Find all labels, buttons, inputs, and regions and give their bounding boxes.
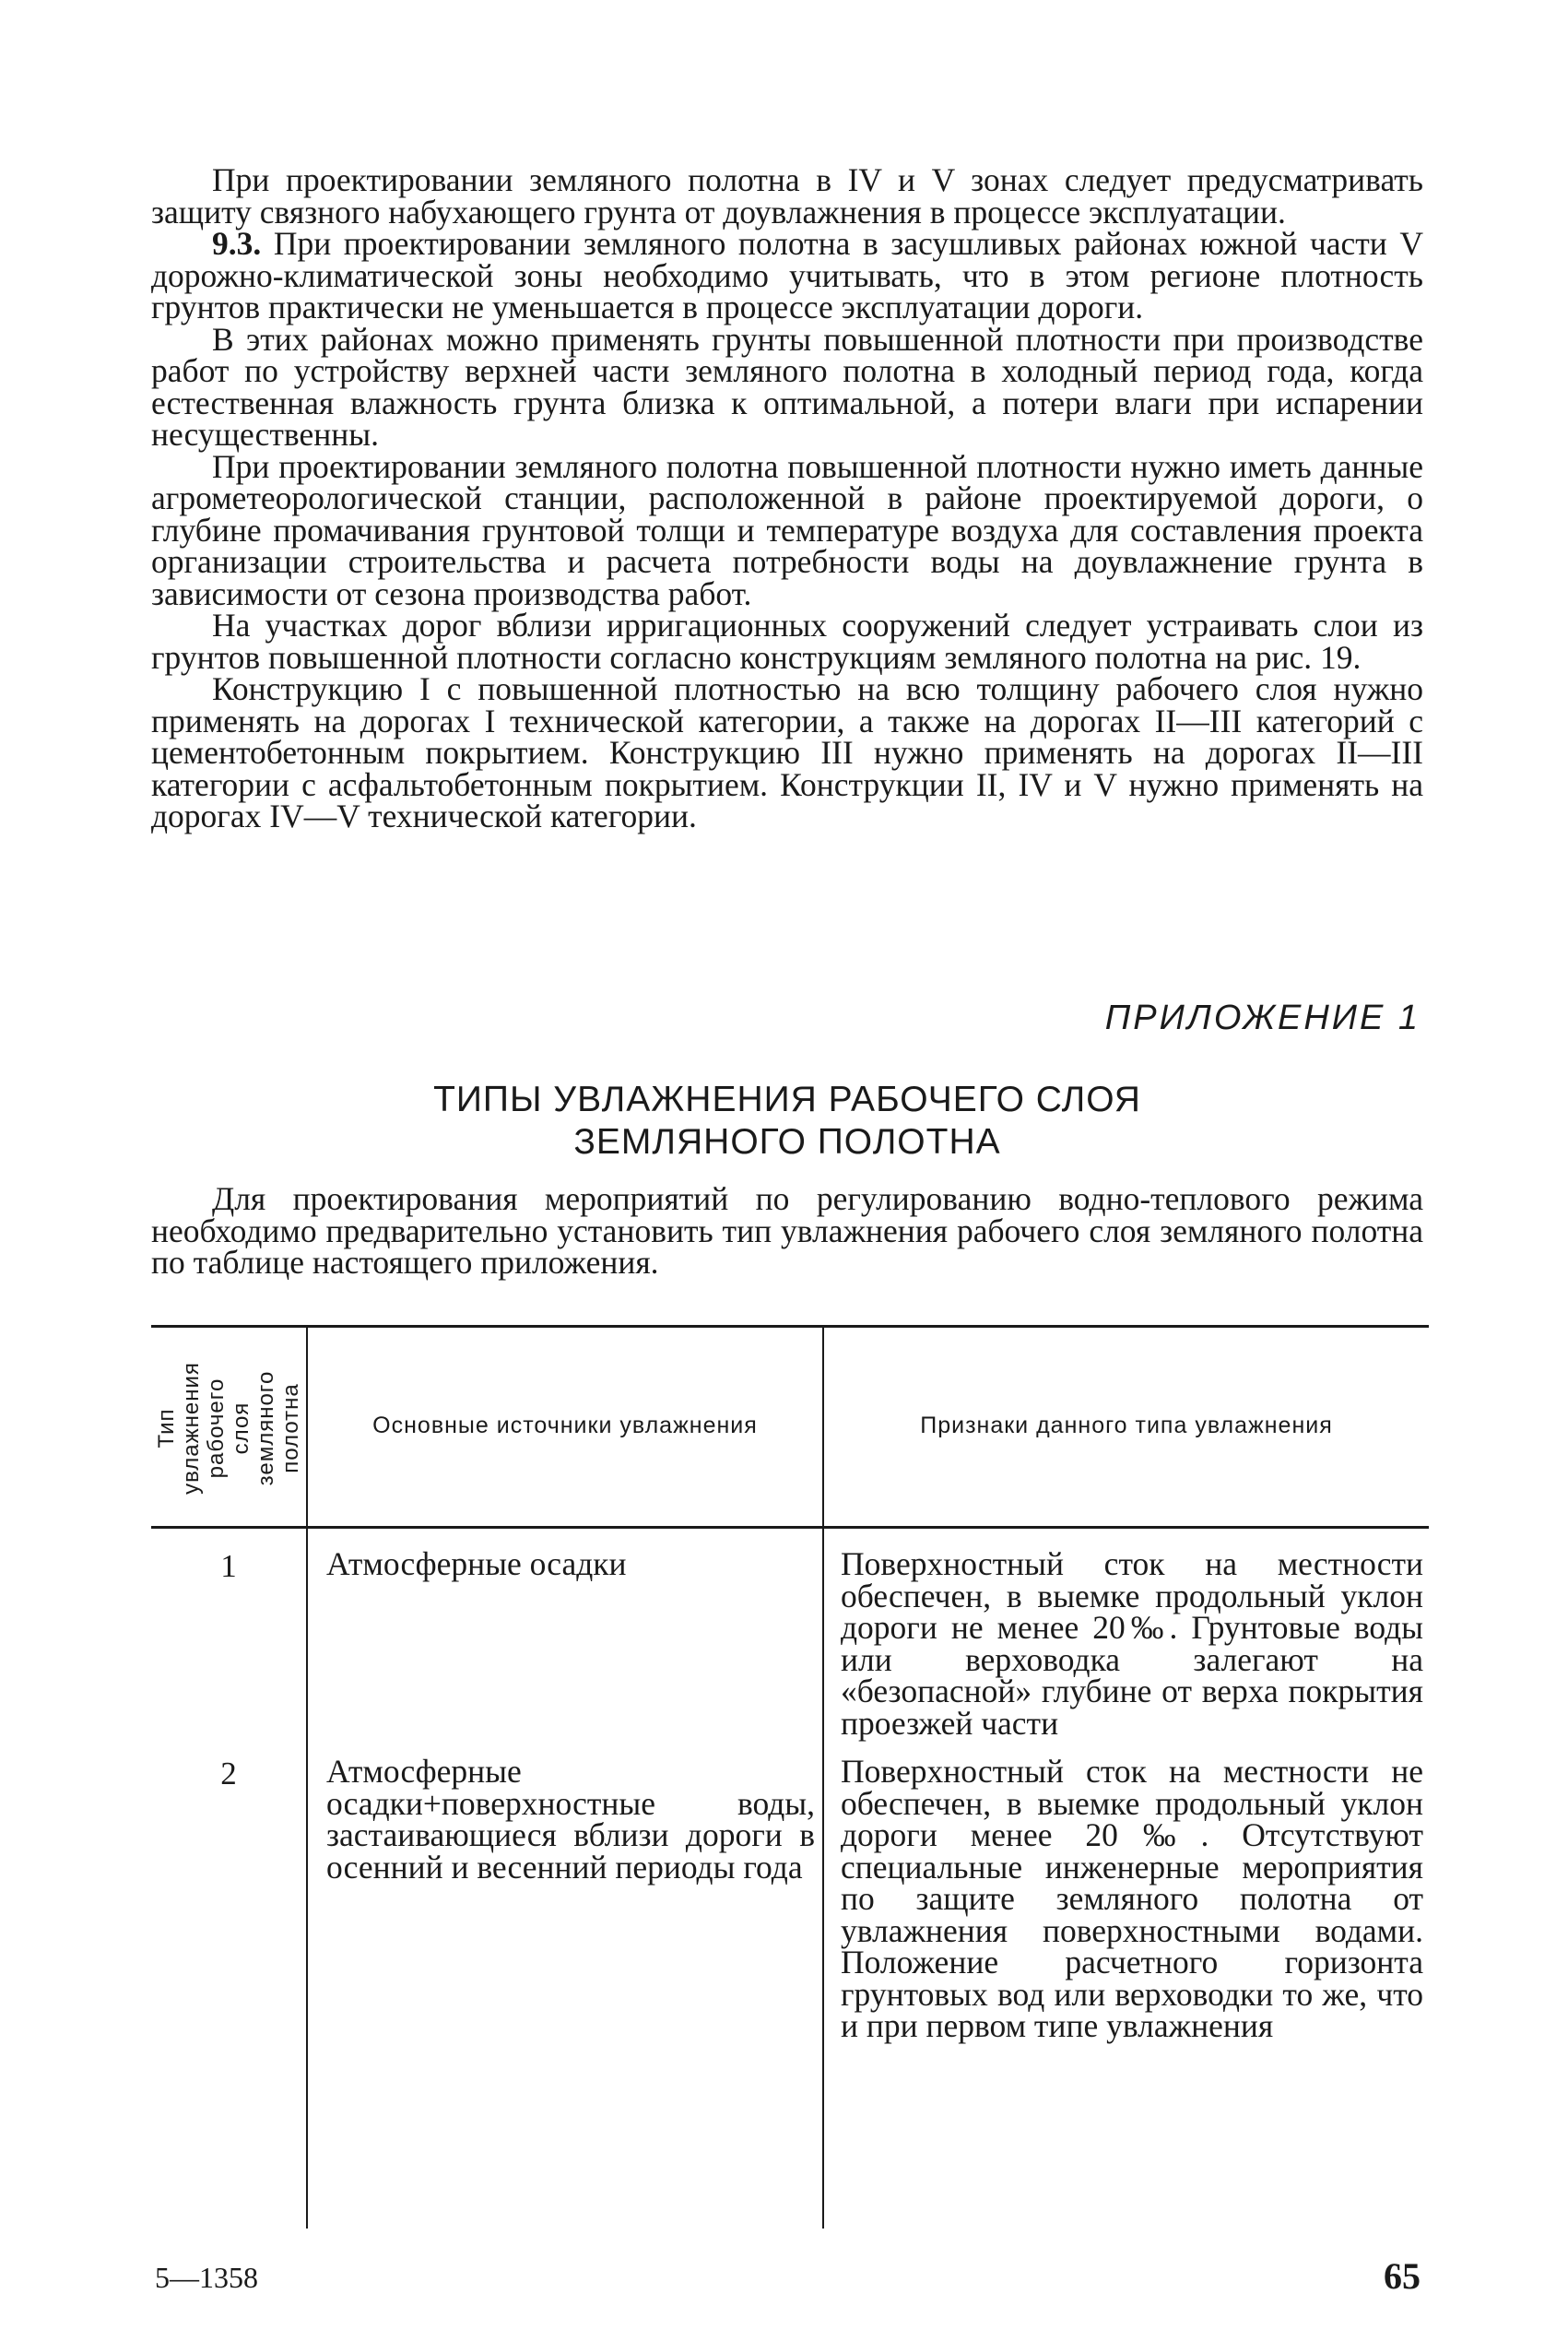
paragraph: При проектировании земляного полотна в IV и V зонах следует предусматривать защиту связного набухающего грунта от доувлажнения в процессе эксплуатации. — [151, 161, 1423, 231]
table-row-1-signs: Поверхностный сток на местности обеспечен, в выемке продольный уклон дороги не менее 20‰. Грунтовые воды или верховодка залегают на «безопасной» глубине от верха покрытия проезжей части — [841, 1545, 1423, 1742]
table-header-type-label: Тип увлажнения рабочего слоя земляного полотна — [154, 1362, 304, 1495]
appendix-title-line: ЗЕМЛЯНОГО ПОЛОТНА — [573, 1122, 1001, 1162]
appendix-title — [151, 1079, 1423, 1164]
table-header-sources: Основные источники увлажнения — [372, 1412, 758, 1438]
appendix-label: ПРИЛОЖЕНИЕ 1 — [1104, 999, 1421, 1037]
table-row-1-sources: Атмосферные осадки — [326, 1545, 627, 1582]
table-header-type — [154, 1338, 304, 1519]
paragraph: При проектировании земляного полотна повышенной плотности нужно иметь данные агрометеорологической станции, расположенной в районе проектируемой дороги, о глубине промачивания грунтовой толщи и температуре воздуха для составления проекта организации строительства и расчета потребности воды на доувлажнение грунта в зависимости от сезона производства работ. — [151, 447, 1423, 612]
paragraph-text: При проектировании земляного полотна в засушливых районах южной части V дорожно-климатической зоны необходимо учитывать, что в этом регионе плотность грунтов практически не уменьшается в процессе эксплуатации дороги. — [151, 225, 1424, 325]
section-number: 9.3. — [212, 225, 262, 262]
table-header-rule — [151, 1526, 1429, 1529]
table-row-2-sources: Атмосферные осадки+поверхностные воды, застаивающиеся вблизи дороги в осенний и весенний периоды года — [326, 1753, 815, 1886]
table-row-2-type: 2 — [220, 1756, 237, 1791]
paragraph: На участках дорог вблизи ирригационных сооружений следует устраивать слои из грунтов повышенной плотности согласно конструкциям земляного полотна на рис. 19. — [151, 607, 1423, 676]
table-row-2-signs: Поверхностный сток на местности не обеспечен, в выемке продольный уклон дороги менее 20‰. Отсутствуют специальные инженерные мероприятия по защите земляного полотна от увлажнения поверхностными водами. Положение расчетного горизонта грунтовых вод или верховодки то же, что и при первом типе увлажнения — [841, 1753, 1423, 2044]
paragraph: Конструкцию I с повышенной плотностью на всю толщину рабочего слоя нужно применять на дорогах I технической категории, а также на дорогах II—III категорий с цементобетонным покрытием. Конструкцию III нужно применять на дорогах II—III категории с асфальтобетонным покрытием. Конструкции II, IV и V нужно применять на дорогах IV—V технической категории. — [151, 670, 1423, 834]
body-text-top — [151, 161, 1424, 834]
intro-text — [151, 1180, 1423, 1281]
paragraph-9-3 — [151, 225, 1424, 325]
paragraph: В этих районах можно применять грунты повышенной плотности при производстве работ по устройству верхней части земляного полотна в холодный период года, когда естественная влажность грунта близка к оптимальной, а потери влаги при испарении несущественны. — [151, 320, 1423, 453]
moisture-types-table — [151, 1325, 1429, 2229]
appendix-title-line: ТИПЫ УВЛАЖНЕНИЯ РАБОЧЕГО СЛОЯ — [433, 1080, 1141, 1119]
page-number: 65 — [1384, 2255, 1421, 2297]
intro-paragraph: Для проектирования мероприятий по регулированию водно-теплового режима необходимо предварительно установить тип увлажнения рабочего слоя земляного полотна по таблице настоящего приложения. — [151, 1180, 1423, 1281]
table-header-signs: Признаки данного типа увлажнения — [920, 1412, 1333, 1438]
printer-signature: 5—1358 — [155, 2261, 258, 2294]
table-row-1-type: 1 — [220, 1548, 237, 1584]
